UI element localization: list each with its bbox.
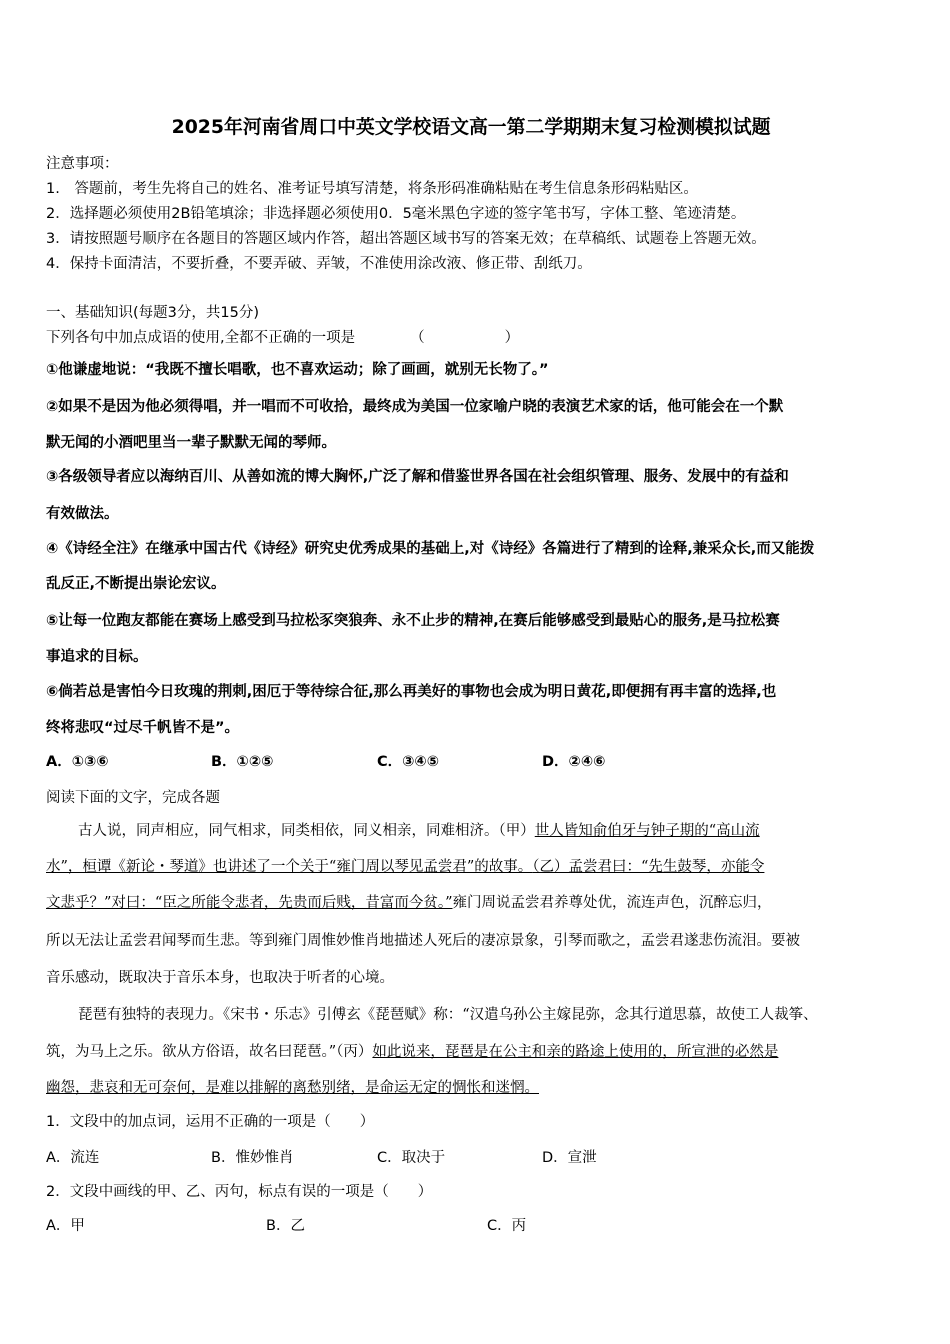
underlined-sentence-bing: 如此说来，琵琶是在公主和亲的路途上使用的，所宣泄的必然是 [372,1044,779,1060]
q1-option-d: D．宣泄 [542,1150,597,1166]
underlined-sentence-yi: （乙）孟尝君曰：“先生鼓琴，亦能令 [532,859,765,875]
section-heading: 一、基础知识(每题3分，共15分) [46,305,259,321]
passage-p1-line-4: 所以无法让孟尝君闻琴而生悲。等到雍门周惟妙惟肖地描述人死后的凄凉景象，引琴而歌之，孟尝君遂悲伤流泪。要被 [46,933,800,949]
underlined-sentence-yi-end: 文悲乎？”对曰：“臣之所能令悲者，先贵而后贱，昔富而今贫。” [46,895,453,911]
passage-p1-line-5: 音乐感动，既取决于音乐本身，也取决于听者的心境。 [46,970,394,986]
question-stem [46,326,519,347]
option-a: A．①③⑥ [46,754,109,770]
question-1-stem: 1．文段中的加点词，运用不正确的一项是（ ） [46,1114,375,1130]
passage-p1-line-2 [46,855,764,876]
answer-paren-close: ） [504,330,520,346]
passage-text: 筑，为马上之乐。欲从方俗语，故名曰琵琶。”（丙） [46,1044,373,1060]
option-c: C．③④⑤ [377,754,439,770]
passage-p2-line-1: 琵琶有独特的表现力。《宋书・乐志》引傅玄《琵琶赋》称：“汉遣乌孙公主嫁昆弥，念其行道思慕，故使工人裁筝、 [78,1007,818,1023]
sentence-line-1: ①他谦虚地说：“我既不擅长唱歌，也不喜欢运动；除了画画，就别无长物了。” [46,362,549,378]
note-item-4: 4．保持卡面清洁，不要折叠，不要弄破、弄皱，不准使用涂改液、修正带、刮纸刀。 [46,256,592,272]
note-item-2: 2．选择题必须使用2B铅笔填涂；非选择题必须使用0．5毫米黑色字迹的签字笔书写，字体工整、笔迹清楚。 [46,206,746,222]
sentence-line-2: ②如果不是因为他必须得唱，并一唱而不可收拾，最终成为美国一位家喻户晓的表演艺术家的话，他可能会在一个默 [46,399,784,415]
option-d: D．②④⑥ [542,754,606,770]
sentence-line-5: 有效做法。 [46,506,119,522]
q2-option-a: A．甲 [46,1218,85,1234]
passage-text: 雍门周说孟尝君养尊处优，流连声色，沉醉忘归， [452,895,772,911]
underlined-sentence-jia: 世人皆知俞伯牙与钟子期的“高山流 [534,823,760,839]
notes-heading: 注意事项： [46,156,119,172]
q2-option-c: C．丙 [487,1218,527,1234]
note-item-1: 1. 答题前，考生先将自己的姓名、准考证号填写清楚，将条形码准确粘贴在考生信息条形码粘贴区。 [46,181,698,197]
sentence-line-7: 乱反正,不断提出崇论宏议。 [46,576,226,592]
q1-option-a: A．流连 [46,1150,100,1166]
answer-paren-open: （ [410,330,425,346]
passage-p2-line-3 [46,1076,539,1097]
passage-text: 古人说，同声相应，同气相求，同类相依，同义相亲，同难相济。（甲） [78,823,535,839]
reading-instruction: 阅读下面的文字，完成各题 [46,790,220,806]
sentence-line-8: ⑤让每一位跑友都能在赛场上感受到马拉松豕突狼奔、永不止步的精神,在赛后能够感受到最贴心的服务,是马拉松赛 [46,613,780,629]
q1-option-b: B．惟妙惟肖 [211,1150,294,1166]
question-2-stem: 2．文段中画线的甲、乙、丙句，标点有误的一项是（ ） [46,1184,433,1200]
sentence-line-4: ③各级领导者应以海纳百川、从善如流的博大胸怀,广泛了解和借鉴世界各国在社会组织管理、服务、发展中的有益和 [46,469,789,485]
underlined-sentence-bing-end: 幽怨，悲哀和无可奈何，是难以排解的离愁别绪，是命运无定的惆怅和迷惘。 [46,1080,539,1096]
sentence-line-3: 默无闻的小酒吧里当一辈子默默无闻的琴师。 [46,435,336,451]
passage-p1-line-3 [46,891,772,912]
sentence-line-6: ④《诗经全注》在继承中国古代《诗经》研究史优秀成果的基础上,对《诗经》各篇进行了精到的诠释,兼采众长,而又能拨 [46,541,815,557]
passage-p1-line-1 [78,819,760,840]
underlined-sentence-jia-end: 水”，桓谭《新论・琴道》也讲述了一个关于“雍门周以琴见孟尝君”的故事。 [46,859,533,875]
page-title: 2025年河南省周口中英文学校语文高一第二学期期末复习检测模拟试题 [171,116,771,138]
question-stem-text: 下列各句中加点成语的使用,全都不正确的一项是 [46,330,356,346]
sentence-line-10: ⑥倘若总是害怕今日玫瑰的荆刺,困厄于等待综合征,那么再美好的事物也会成为明日黄花,即便拥有再丰富的选择,也 [46,684,777,700]
sentence-line-11: 终将悲叹“过尽千帆皆不是”。 [46,720,240,736]
passage-p2-line-2 [46,1040,778,1061]
q2-option-b: B．乙 [266,1218,305,1234]
q1-option-c: C．取决于 [377,1150,446,1166]
sentence-line-9: 事追求的目标。 [46,649,148,665]
note-item-3: 3．请按照题号顺序在各题目的答题区域内作答，超出答题区域书写的答案无效；在草稿纸、试题卷上答题无效。 [46,231,766,247]
option-b: B．①②⑤ [211,754,274,770]
